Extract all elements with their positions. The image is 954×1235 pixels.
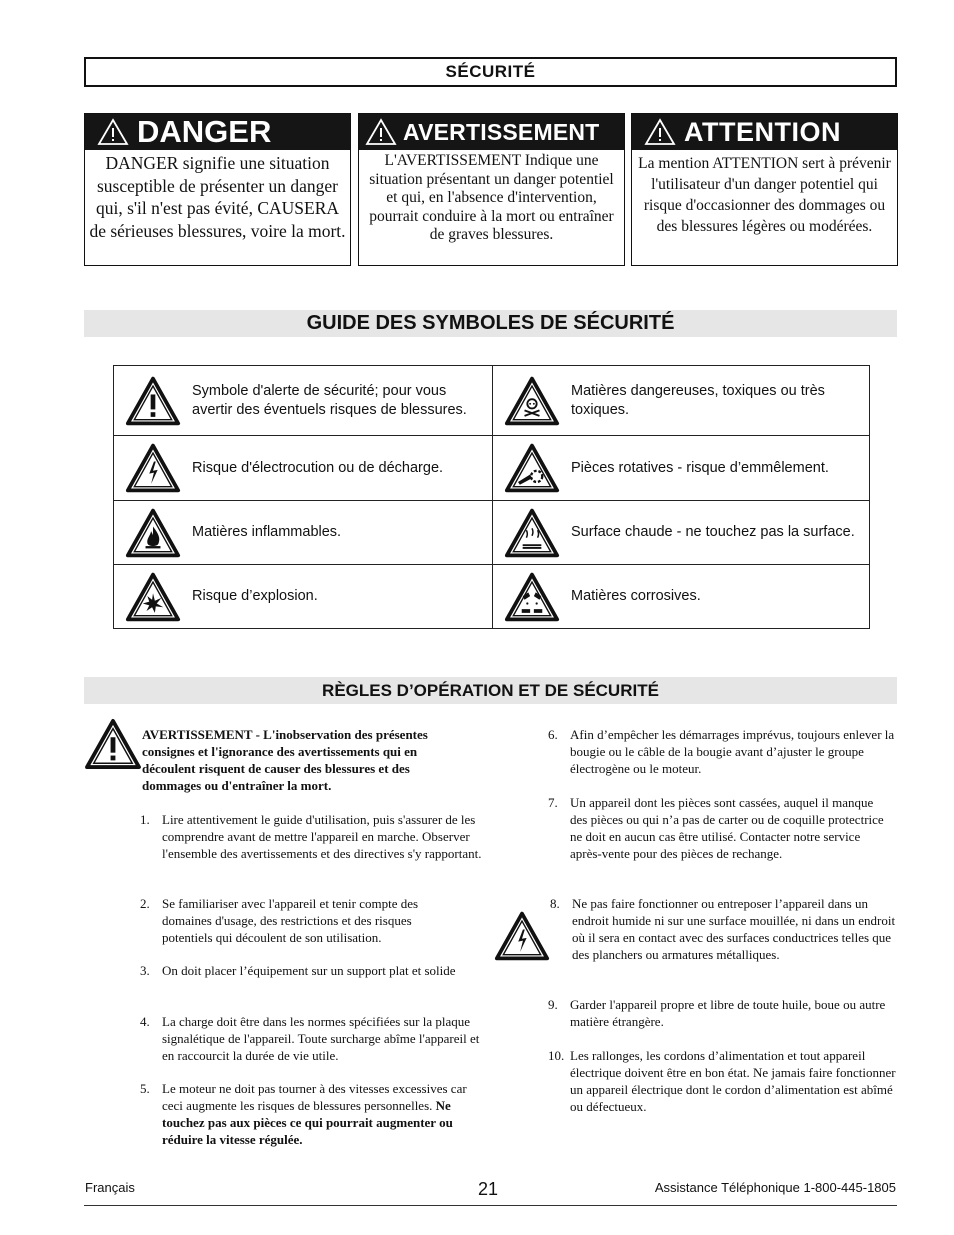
rule-text: Le moteur ne doit pas tourner à des vitesses excessives car ceci augmente les risques de blessures personnelles. — [162, 1081, 467, 1113]
rule-number: 1. — [140, 812, 150, 827]
rule-number: 7. — [548, 795, 558, 810]
rule-text: Afin d’empêcher les démarrages imprévus, toujours enlever la bougie ou le câble de la bougie avant d’ajuster le groupe électrogène ou le moteur. — [570, 727, 895, 776]
rule-text: Se familiariser avec l'appareil et tenir compte des domaines d'usage, des restrictions et des risques potentiels qui découlent de son utilisation. — [162, 896, 419, 945]
explosion-icon — [125, 571, 181, 623]
electric-shock-icon — [494, 910, 550, 962]
rules-warning: AVERTISSEMENT - L'inobservation des présentes consignes et l'ignorance des avertissements qui en découlent risquent de causer des blessures et des dommages ou d'entraîner la mort. — [142, 727, 428, 793]
rule-item — [140, 895, 460, 946]
rule-item — [548, 726, 898, 777]
symbol-cell — [493, 436, 870, 501]
symbol-cell — [114, 366, 493, 436]
footer-language: Français — [85, 1180, 135, 1195]
rule-number: 3. — [140, 963, 150, 978]
rule-number: 4. — [140, 1014, 150, 1029]
section-header-securite: SÉCURITÉ — [84, 57, 897, 87]
symbol-cell — [114, 501, 493, 565]
corrosive-icon — [504, 571, 560, 623]
footer-divider — [84, 1205, 897, 1206]
rule-item — [548, 996, 888, 1030]
attention-text: La mention ATTENTION sert à prévenir l'utilisateur d'un danger potentiel qui risque d'occasionner des dommages ou des blessures légères ou modérées. — [638, 155, 891, 235]
rule-number: 8. — [550, 896, 560, 911]
symbol-text: Pièces rotatives - risque d’emmêlement. — [571, 459, 829, 476]
safety-alert-icon — [84, 718, 142, 770]
attention-box — [631, 113, 898, 266]
rule-item — [550, 895, 898, 963]
rule-number: 9. — [548, 997, 558, 1012]
rule-text: Ne pas faire fonctionner ou entreposer l’appareil dans un endroit humide ni sur une surface mouillée, ni dans un endroit où il sera en contact avec des surfaces conductrices telles que des planchers ou armatures métalliques. — [572, 896, 896, 962]
rule-item — [140, 962, 460, 979]
symbol-cell — [493, 366, 870, 436]
page-number: 21 — [478, 1179, 499, 1199]
symbol-text: Risque d'électrocution ou de décharge. — [192, 459, 444, 476]
danger-text: DANGER signifie une situation susceptible de présenter un danger qui, s'il n'est pas évité, CAUSERA de sérieuses blessures, voire la mort. — [89, 153, 346, 241]
rule-number: 10. — [548, 1048, 565, 1063]
symbols-guide-title: GUIDE DES SYMBOLES DE SÉCURITÉ — [84, 310, 897, 337]
symbol-text: Symbole d'alerte de sécurité; pour vous avertir des éventuels risques de blessures. — [192, 383, 467, 418]
rules-title: RÈGLES D’OPÉRATION ET DE SÉCURITÉ — [84, 677, 897, 704]
rule-item — [548, 1047, 898, 1115]
rule-text: Un appareil dont les pièces sont cassées, auquel il manque des pièces ou qui n’a pas de carter ou de coquille protectrice ne doit en aucun cas être utilisé. Contacter notre service après-vente pour des pièces de rechange. — [570, 795, 884, 861]
symbol-cell — [114, 565, 493, 629]
avertissement-word: AVERTISSEMENT — [403, 118, 600, 145]
toxic-skull-icon — [504, 375, 560, 427]
hot-surface-icon — [504, 507, 560, 559]
symbol-text: Risque d’explosion. — [192, 588, 318, 605]
rule-bold-text: Ne touchez pas aux pièces ce qui pourrait augmenter ou réduire la vitesse régulée. — [162, 1098, 453, 1147]
rule-number: 5. — [140, 1081, 150, 1096]
symbol-text: Matières dangereuses, toxiques ou très toxiques. — [571, 383, 825, 418]
rule-text: La charge doit être dans les normes spécifiées sur la plaque signalétique de l'appareil. Toute surcharge abîme l'appareil et en raccourcit la durée de vie utile. — [162, 1014, 480, 1063]
rule-number: 6. — [548, 727, 558, 742]
symbol-cell — [493, 565, 870, 629]
danger-header — [85, 114, 350, 150]
avertissement-box — [358, 113, 625, 266]
rule-number: 2. — [140, 896, 150, 911]
safety-alert-icon — [125, 375, 181, 427]
rule-item — [140, 1080, 486, 1148]
symbol-cell — [114, 436, 493, 501]
warning-triangle-icon — [365, 118, 397, 146]
symbol-text: Matières inflammables. — [192, 524, 342, 541]
danger-word: DANGER — [137, 114, 272, 149]
rule-text: Garder l'appareil propre et libre de toute huile, boue ou autre matière étrangère. — [570, 997, 886, 1029]
footer-helpline: Assistance Téléphonique 1-800-445-1805 — [654, 1180, 896, 1195]
rotating-parts-icon — [504, 442, 560, 494]
rule-item — [140, 1013, 486, 1064]
attention-header — [632, 114, 897, 150]
symbol-text: Surface chaude - ne touchez pas la surface. — [571, 524, 855, 541]
rule-text: Les rallonges, les cordons d’alimentation et tout appareil électrique doivent être en bon état. Ne jamais faire fonctionner un appareil électrique dont le cordon d’alimentation est abîmé ou défectueux. — [570, 1048, 896, 1114]
symbol-text: Matières corrosives. — [571, 588, 701, 605]
rule-item — [548, 794, 888, 862]
symbols-table — [113, 365, 870, 629]
avertissement-text: L'AVERTISSEMENT Indique une situation présentant un danger potentiel et qui, en l'absence d'intervention, pourrait conduire à la mort ou entraîner de graves blessures. — [369, 152, 614, 243]
warning-triangle-icon — [644, 118, 676, 146]
flammable-icon — [125, 507, 181, 559]
rule-text: On doit placer l’équipement sur un support plat et solide — [162, 963, 456, 978]
warning-triangle-icon — [97, 118, 129, 146]
rule-text: Lire attentivement le guide d'utilisation, puis s'assurer de les comprendre avant de mettre l'appareil en marche. Observer l'ensemble des avertissements et des directives s'y rapportant. — [162, 812, 482, 861]
avertissement-header — [359, 114, 624, 150]
danger-box — [84, 113, 351, 266]
electric-shock-icon — [125, 442, 181, 494]
symbol-cell — [493, 501, 870, 565]
attention-word: ATTENTION — [684, 116, 841, 147]
rule-item — [140, 811, 486, 862]
